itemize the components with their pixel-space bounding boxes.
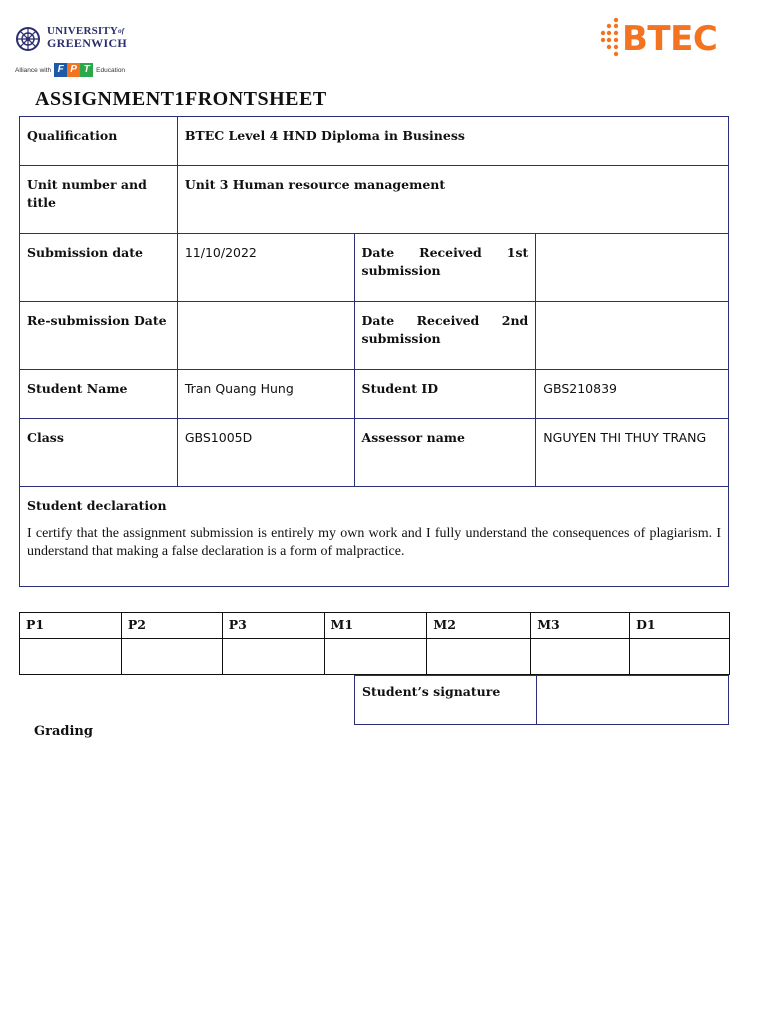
grade-header-row	[20, 613, 730, 639]
grade-header-m1: M1	[324, 613, 427, 639]
signature-row	[355, 676, 729, 725]
qualification-value[interactable]: BTEC Level 4 HND Diploma in Business	[177, 117, 728, 166]
fpt-logo-icon: F P T	[54, 63, 93, 77]
declaration-cell	[20, 487, 729, 587]
grade-criteria-table	[19, 612, 730, 675]
alliance-prefix: Alliance with	[15, 66, 52, 74]
grading-label: Grading	[34, 724, 93, 739]
grade-header-m2: M2	[427, 613, 531, 639]
class-value[interactable]: GBS1005D	[177, 419, 354, 487]
signature-value[interactable]	[536, 676, 728, 725]
student-id-value[interactable]: GBS210839	[536, 370, 729, 419]
signature-table	[354, 675, 729, 725]
date-received-2-label: Date Received 2nd submission	[354, 302, 536, 370]
page-title: ASSIGNMENT1FRONTSHEET	[35, 88, 327, 110]
declaration-row	[20, 487, 729, 587]
grade-header-m3: M3	[531, 613, 630, 639]
student-name-label: Student Name	[20, 370, 178, 419]
date-received-2-value[interactable]	[536, 302, 729, 370]
declaration-text: I certify that the assignment submission is entirely my own work and I fully understand the consequences of plagiarism. I understand that making a false declaration is a form of malpractice.	[27, 526, 721, 559]
unit-row	[20, 166, 729, 234]
grade-value-row	[20, 639, 730, 675]
fpt-alliance-logo	[15, 62, 125, 78]
declaration-label: Student declaration	[27, 498, 167, 513]
grade-value-m2[interactable]	[427, 639, 531, 675]
resubmission-row	[20, 302, 729, 370]
unit-label: Unit number and title	[20, 166, 178, 234]
assessor-value[interactable]: NGUYEN THI THUY TRANG	[536, 419, 729, 487]
grade-value-p2[interactable]	[121, 639, 222, 675]
front-sheet-table	[19, 116, 729, 587]
unit-value[interactable]: Unit 3 Human resource management	[177, 166, 728, 234]
date-received-1-value[interactable]	[536, 234, 729, 302]
grade-header-p1: P1	[20, 613, 122, 639]
resubmission-label: Re-submission Date	[20, 302, 178, 370]
assessor-label: Assessor name	[354, 419, 536, 487]
grade-value-p1[interactable]	[20, 639, 122, 675]
grade-header-p3: P3	[222, 613, 324, 639]
qualification-row	[20, 117, 729, 166]
class-row	[20, 419, 729, 487]
signature-label: Student’s signature	[355, 676, 537, 725]
grade-value-m1[interactable]	[324, 639, 427, 675]
submission-date-value[interactable]: 11/10/2022	[177, 234, 354, 302]
student-id-label: Student ID	[354, 370, 536, 419]
alliance-suffix: Education	[96, 66, 126, 74]
student-row	[20, 370, 729, 419]
date-received-1-label: Date Received 1st submission	[354, 234, 536, 302]
grade-value-m3[interactable]	[531, 639, 630, 675]
submission-row	[20, 234, 729, 302]
btec-logo: BTEC	[622, 19, 718, 59]
grade-header-d1: D1	[630, 613, 730, 639]
grade-value-d1[interactable]	[630, 639, 730, 675]
grade-value-p3[interactable]	[222, 639, 324, 675]
resubmission-value[interactable]	[177, 302, 354, 370]
qualification-label: Qualification	[20, 117, 178, 166]
student-name-value[interactable]: Tran Quang Hung	[177, 370, 354, 419]
university-logo-text: $UNIVERSITY^{of}$ GREENWICH	[47, 25, 128, 50]
class-label: Class	[20, 419, 178, 487]
submission-date-label: Submission date	[20, 234, 178, 302]
grade-header-p2: P2	[121, 613, 222, 639]
